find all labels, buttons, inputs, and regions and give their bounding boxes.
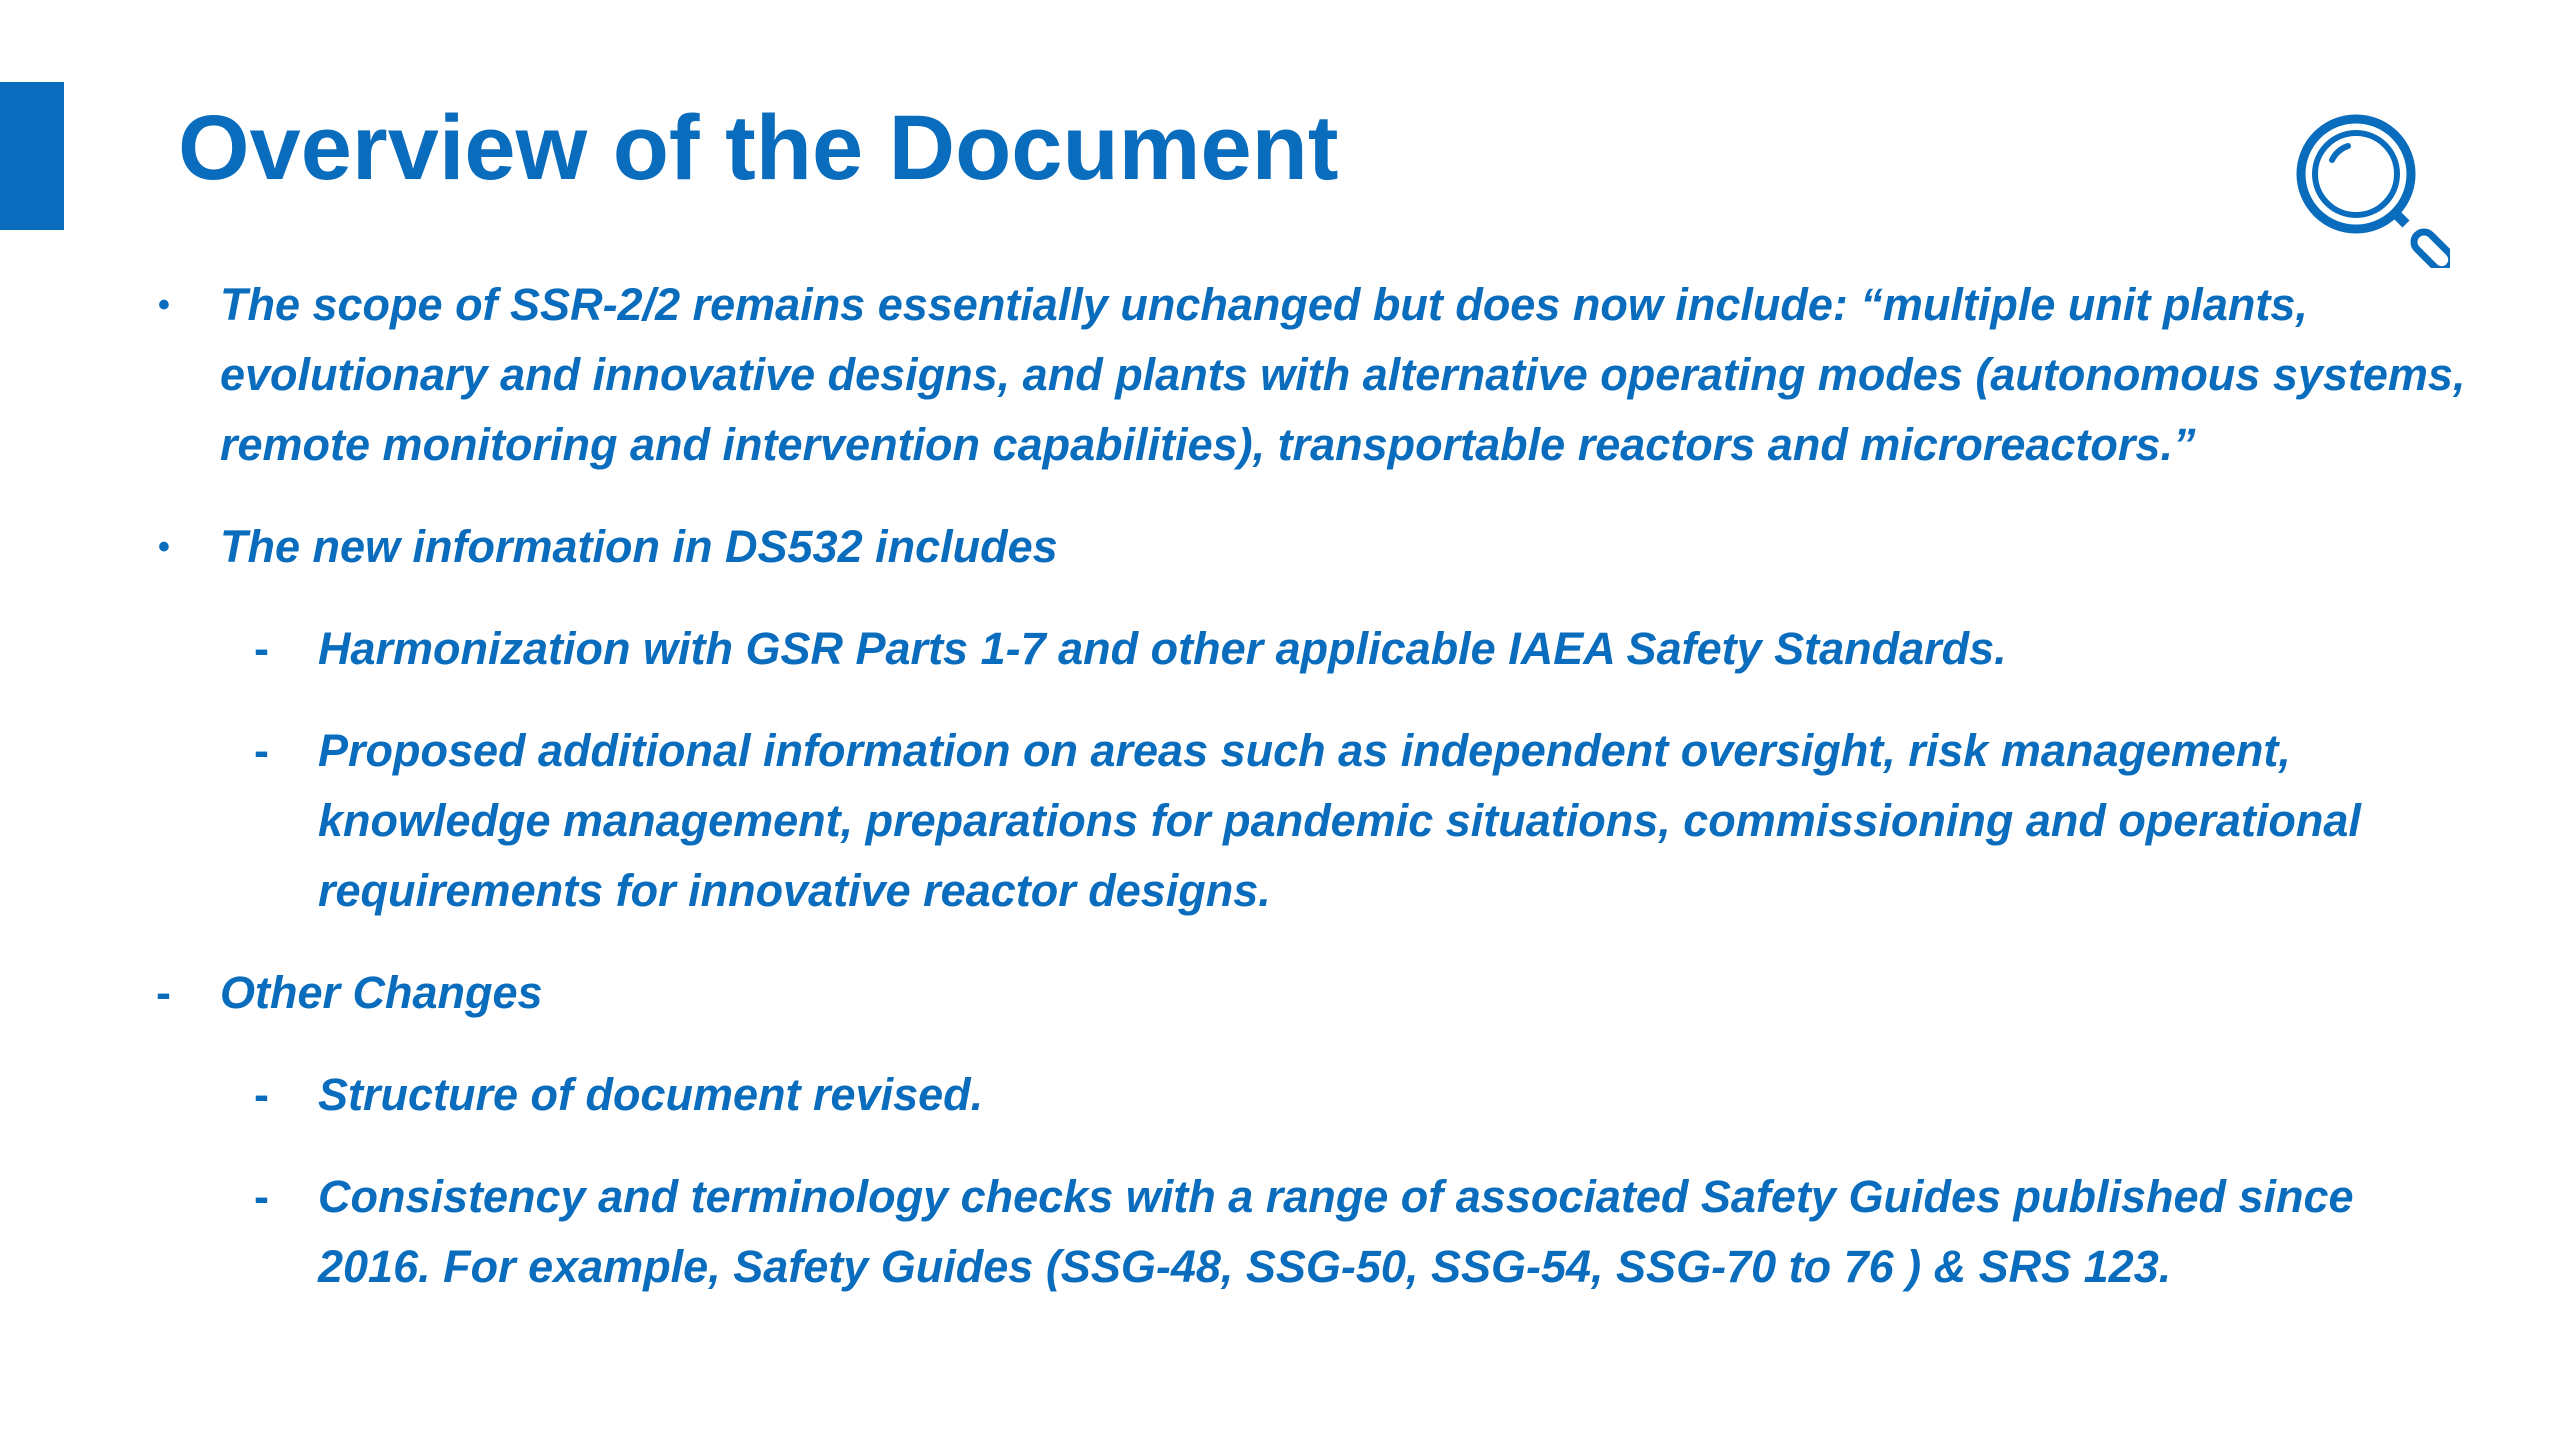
bullet-marker: • <box>158 286 170 324</box>
list-item <box>150 512 2470 582</box>
list-item-text: Proposed additional information on areas such as independent oversight, risk management, knowledge management, preparations for pandemic situations, commissioning and operational requirements for innovative reactor designs. <box>318 725 2361 916</box>
list-item-text: The new information in DS532 includes <box>220 521 1058 572</box>
list-item <box>150 958 2470 1028</box>
dash-marker: - <box>254 623 269 674</box>
dash-marker: - <box>156 967 171 1018</box>
search-icon <box>2290 108 2450 268</box>
list-item <box>248 614 2470 684</box>
list-item <box>248 1162 2470 1302</box>
list-item-text: Structure of document revised. <box>318 1069 984 1120</box>
list-item-text: Harmonization with GSR Parts 1-7 and other applicable IAEA Safety Standards. <box>318 623 2007 674</box>
dash-marker: - <box>254 725 269 776</box>
list-item <box>248 1060 2470 1130</box>
list-item <box>150 270 2470 480</box>
bullet-marker: • <box>158 528 170 566</box>
slide-title: Overview of the Document <box>178 97 1339 199</box>
dash-marker: - <box>254 1069 269 1120</box>
list-item-text: The scope of SSR-2/2 remains essentially unchanged but does now include: “multiple unit plants, evolutionary and innovative designs, and plants with alternative operating modes (autonomous systems, remote monitoring and intervention capabilities), transportable reactors and microreactors.” <box>220 279 2466 470</box>
list-item-text: Other Changes <box>220 967 543 1018</box>
list-item <box>248 716 2470 926</box>
dash-marker: - <box>254 1171 269 1222</box>
title-accent-bar <box>0 82 64 230</box>
list-item-text: Consistency and terminology checks with a range of associated Safety Guides published since 2016. For example, Safety Guides (SSG-48, SSG-50, SSG-54, SSG-70 to 76 ) & SRS 123. <box>318 1171 2354 1292</box>
bullet-list <box>150 270 2470 1334</box>
